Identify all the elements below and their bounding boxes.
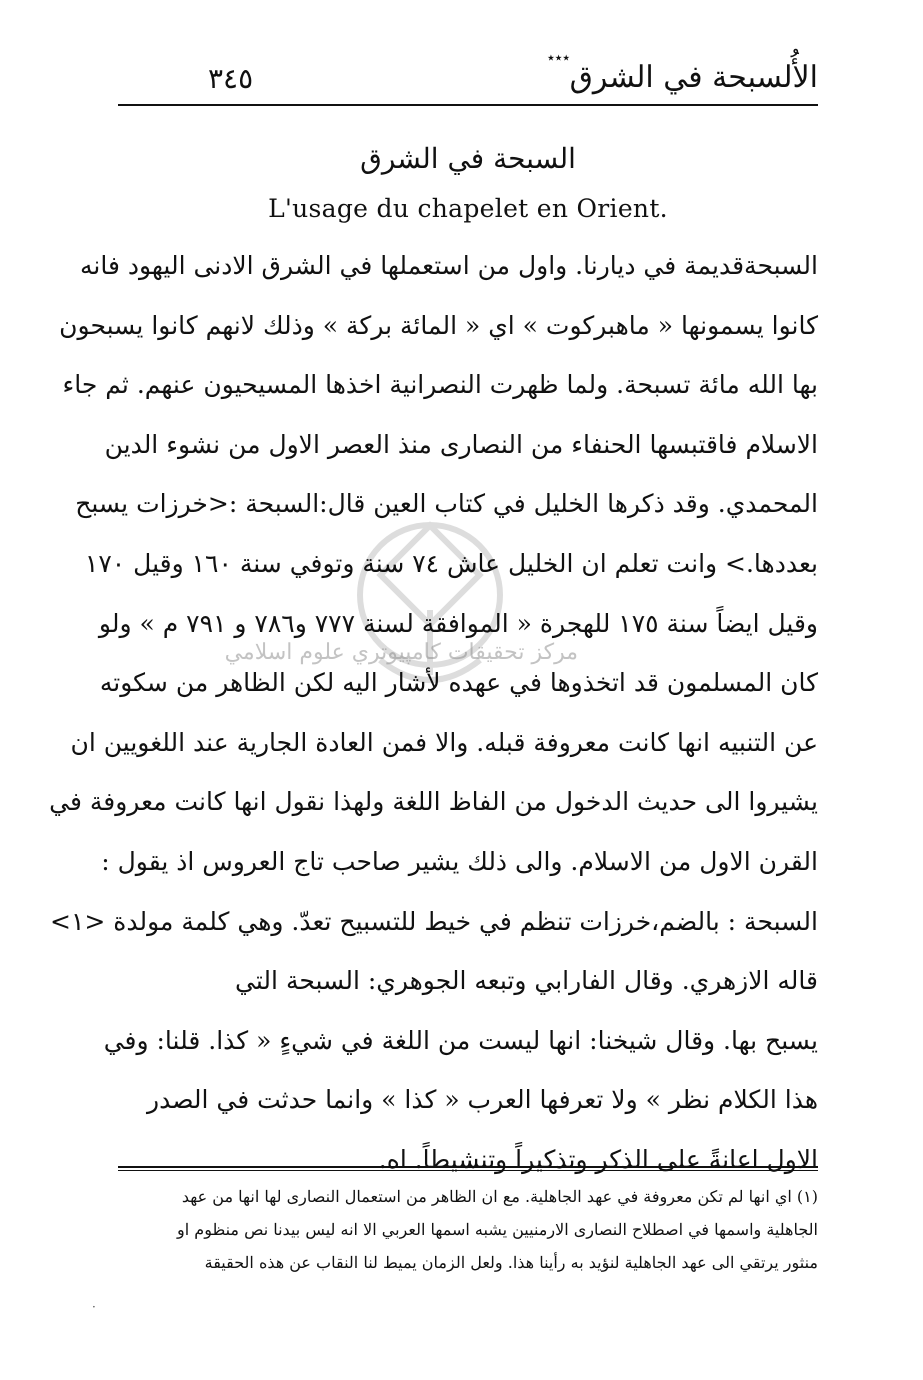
body-line: السبحةقديمة في ديارنا. واول من استعملها في الشرق الادنى اليهود فانه xyxy=(79,251,818,280)
footnote-line: الجاهلية واسمها في اصطلاح النصارى الارمنيين يشبه اسمها العربي الا انه ليس بيدنا نص منظوم او xyxy=(177,1220,818,1239)
body-line: المحمدي. وقد ذكرها الخليل في كتاب العين قال:السبحة :<خرزات يسبح xyxy=(75,489,818,519)
body-line: يسبح بها. وقال شيخنا: انها ليست من اللغة في شيءٍ « كذا. قلنا: وفي xyxy=(103,1025,818,1055)
body-line: يشيروا الى حديث الدخول من الفاظ اللغة ولهذا نقول انها كانت معروفة في xyxy=(49,787,818,817)
footnote-line: منثور يرتقي الى عهد الجاهلية لنؤيد به رأينا هذا. ولعل الزمان يميط لنا النقاب عن هذه الحقيقة xyxy=(204,1253,818,1272)
section-title-arabic: السبحة في الشرق xyxy=(360,142,576,175)
scan-speck: · xyxy=(92,1300,96,1314)
body-line: كانوا يسمونها « ماهبركوت » اي « المائة بركة » وذلك لانهم كانوا يسبحون xyxy=(59,310,818,340)
body-line: بها الله مائة تسبحة. ولما ظهرت النصرانية اخذها المسيحيون عنهم. ثم جاء xyxy=(62,370,818,400)
footnotes xyxy=(118,1180,818,1279)
body-line: عن التنبيه انها كانت معروفة قبله. والا فمن العادة الجارية عند اللغويين ان xyxy=(70,727,818,757)
body-text xyxy=(49,236,818,1190)
body-line: الاول اعانةً على الذكر وتذكيراً وتنشيطاً. اه. xyxy=(378,1144,818,1174)
body-line: وقيل ايضاً سنة ١٧٥ للهجرة « الموافقة لسنة ٧٧٧ و٧٨٦ و ٧٩١ م » ولو xyxy=(98,608,818,638)
body-line: هذا الكلام نظر » ولا تعرفها العرب « كذا » وانما حدثت في الصدر xyxy=(147,1085,818,1115)
body-line: الاسلام فاقتبسها الحنفاء من النصارى منذ العصر الاول من نشوء الدين xyxy=(104,429,818,459)
body-line: بعددها.> وانت تعلم ان الخليل عاش ٧٤ سنة وتوفي سنة ١٦٠ وقيل ١٧٠ xyxy=(84,548,818,578)
body-line: السبحة : بالضم،خرزات تنظم في خيط للتسبيح تعدّ. وهي كلمة مولدة <١> xyxy=(50,906,818,936)
body-line: كان المسلمون قد اتخذوها في عهده لأشار اليه لكن الظاهر من سكوته xyxy=(99,668,818,698)
page-number: ٣٤٥ xyxy=(208,62,254,95)
footnote-line: (١) اي انها لم تكن معروفة في عهد الجاهلية. مع ان الظاهر من استعمال النصارى لها انها من عهد xyxy=(181,1187,818,1206)
running-title: الأُلسبحة في الشرق xyxy=(569,60,818,95)
body-line: قاله الازهري. وقال الفارابي وتبعه الجوهري: السبحة التي xyxy=(235,966,818,996)
section-title-french: L'usage du chapelet en Orient. xyxy=(268,194,668,223)
watermark-text: مركز تحقيقات كامپيوتري علوم اسلامي xyxy=(224,640,578,665)
header-ornament: ٭٭٭ xyxy=(547,50,570,66)
footnote-rule xyxy=(118,1166,818,1171)
running-header xyxy=(118,50,818,106)
body-line: القرن الاول من الاسلام. والى ذلك يشير صاحب تاج العروس اذ يقول : xyxy=(101,846,818,876)
